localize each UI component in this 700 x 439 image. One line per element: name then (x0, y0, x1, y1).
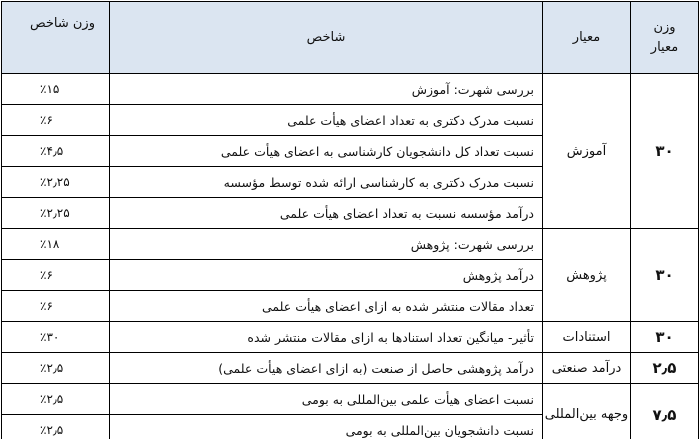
header-criterion-weight (631, 2, 699, 74)
indicator-cell: درآمد پژوهشی حاصل از صنعت (به ازای اعضای هیأت علمی) (110, 353, 543, 384)
table-row (2, 353, 699, 384)
indicator-weight-cell: ٪۱۵ (2, 74, 110, 105)
indicator-cell: نسبت دانشجویان بین‌المللی به بومی (110, 415, 543, 439)
indicator-cell: نسبت مدرک دکتری به کارشناسی ارائه شده توسط مؤسسه (110, 167, 543, 198)
indicator-cell: نسبت تعداد کل دانشجویان کارشناسی به اعضای هیأت علمی (110, 136, 543, 167)
indicator-cell: نسبت مدرک دکتری به تعداد اعضای هیأت علمی (110, 105, 543, 136)
criterion-cell: استنادات (543, 322, 631, 353)
table-header (2, 2, 699, 74)
indicator-weight-cell: ٪۲٫۵ (2, 384, 110, 415)
header-indicator-weight: وزن شاخص (2, 2, 110, 74)
header-criterion-weight-line2: معیار (650, 39, 679, 55)
criterion-weight-cell: ۳۰ (631, 229, 699, 322)
criterion-weight-cell: ۷٫۵ (631, 384, 699, 439)
indicator-weight-cell: ٪۶ (2, 105, 110, 136)
criterion-weight-cell: ۳۰ (631, 74, 699, 229)
weighting-table (1, 1, 699, 439)
table-row (2, 229, 699, 260)
table-row (2, 384, 699, 415)
indicator-cell: تعداد مقالات منتشر شده به ازای اعضای هیأت علمی (110, 291, 543, 322)
criterion-cell: پژوهش (543, 229, 631, 322)
header-criterion: معیار (543, 2, 631, 74)
indicator-cell: نسبت اعضای هیأت علمی بین‌المللی به بومی (110, 384, 543, 415)
table-row (2, 322, 699, 353)
indicator-weight-cell: ٪۲٫۵ (2, 415, 110, 439)
indicator-cell: بررسی شهرت: پژوهش (110, 229, 543, 260)
header-indicator: شاخص (110, 2, 543, 74)
indicator-weight-cell: ٪۱۸ (2, 229, 110, 260)
indicator-cell: تأثیر- میانگین تعداد استنادها به ازای مقالات منتشر شده (110, 322, 543, 353)
indicator-weight-cell: ٪۶ (2, 260, 110, 291)
indicator-cell: درآمد مؤسسه نسبت به تعداد اعضای هیأت علمی (110, 198, 543, 229)
criterion-cell: درآمد صنعتی (543, 353, 631, 384)
indicator-cell: درآمد پژوهش (110, 260, 543, 291)
indicator-weight-cell: ٪۶ (2, 291, 110, 322)
criterion-cell: آموزش (543, 74, 631, 229)
criterion-cell: وجهه بین‌المللی (543, 384, 631, 439)
header-criterion-weight-line1: وزن (653, 19, 676, 35)
indicator-weight-cell: ٪۴٫۵ (2, 136, 110, 167)
criterion-weight-cell: ۳۰ (631, 322, 699, 353)
indicator-weight-cell: ٪۲٫۲۵ (2, 198, 110, 229)
indicator-weight-cell: ٪۲٫۲۵ (2, 167, 110, 198)
indicator-weight-cell: ٪۳۰ (2, 322, 110, 353)
indicator-weight-cell: ٪۲٫۵ (2, 353, 110, 384)
indicator-cell: بررسی شهرت: آموزش (110, 74, 543, 105)
criterion-weight-cell: ۲٫۵ (631, 353, 699, 384)
table-row (2, 74, 699, 105)
